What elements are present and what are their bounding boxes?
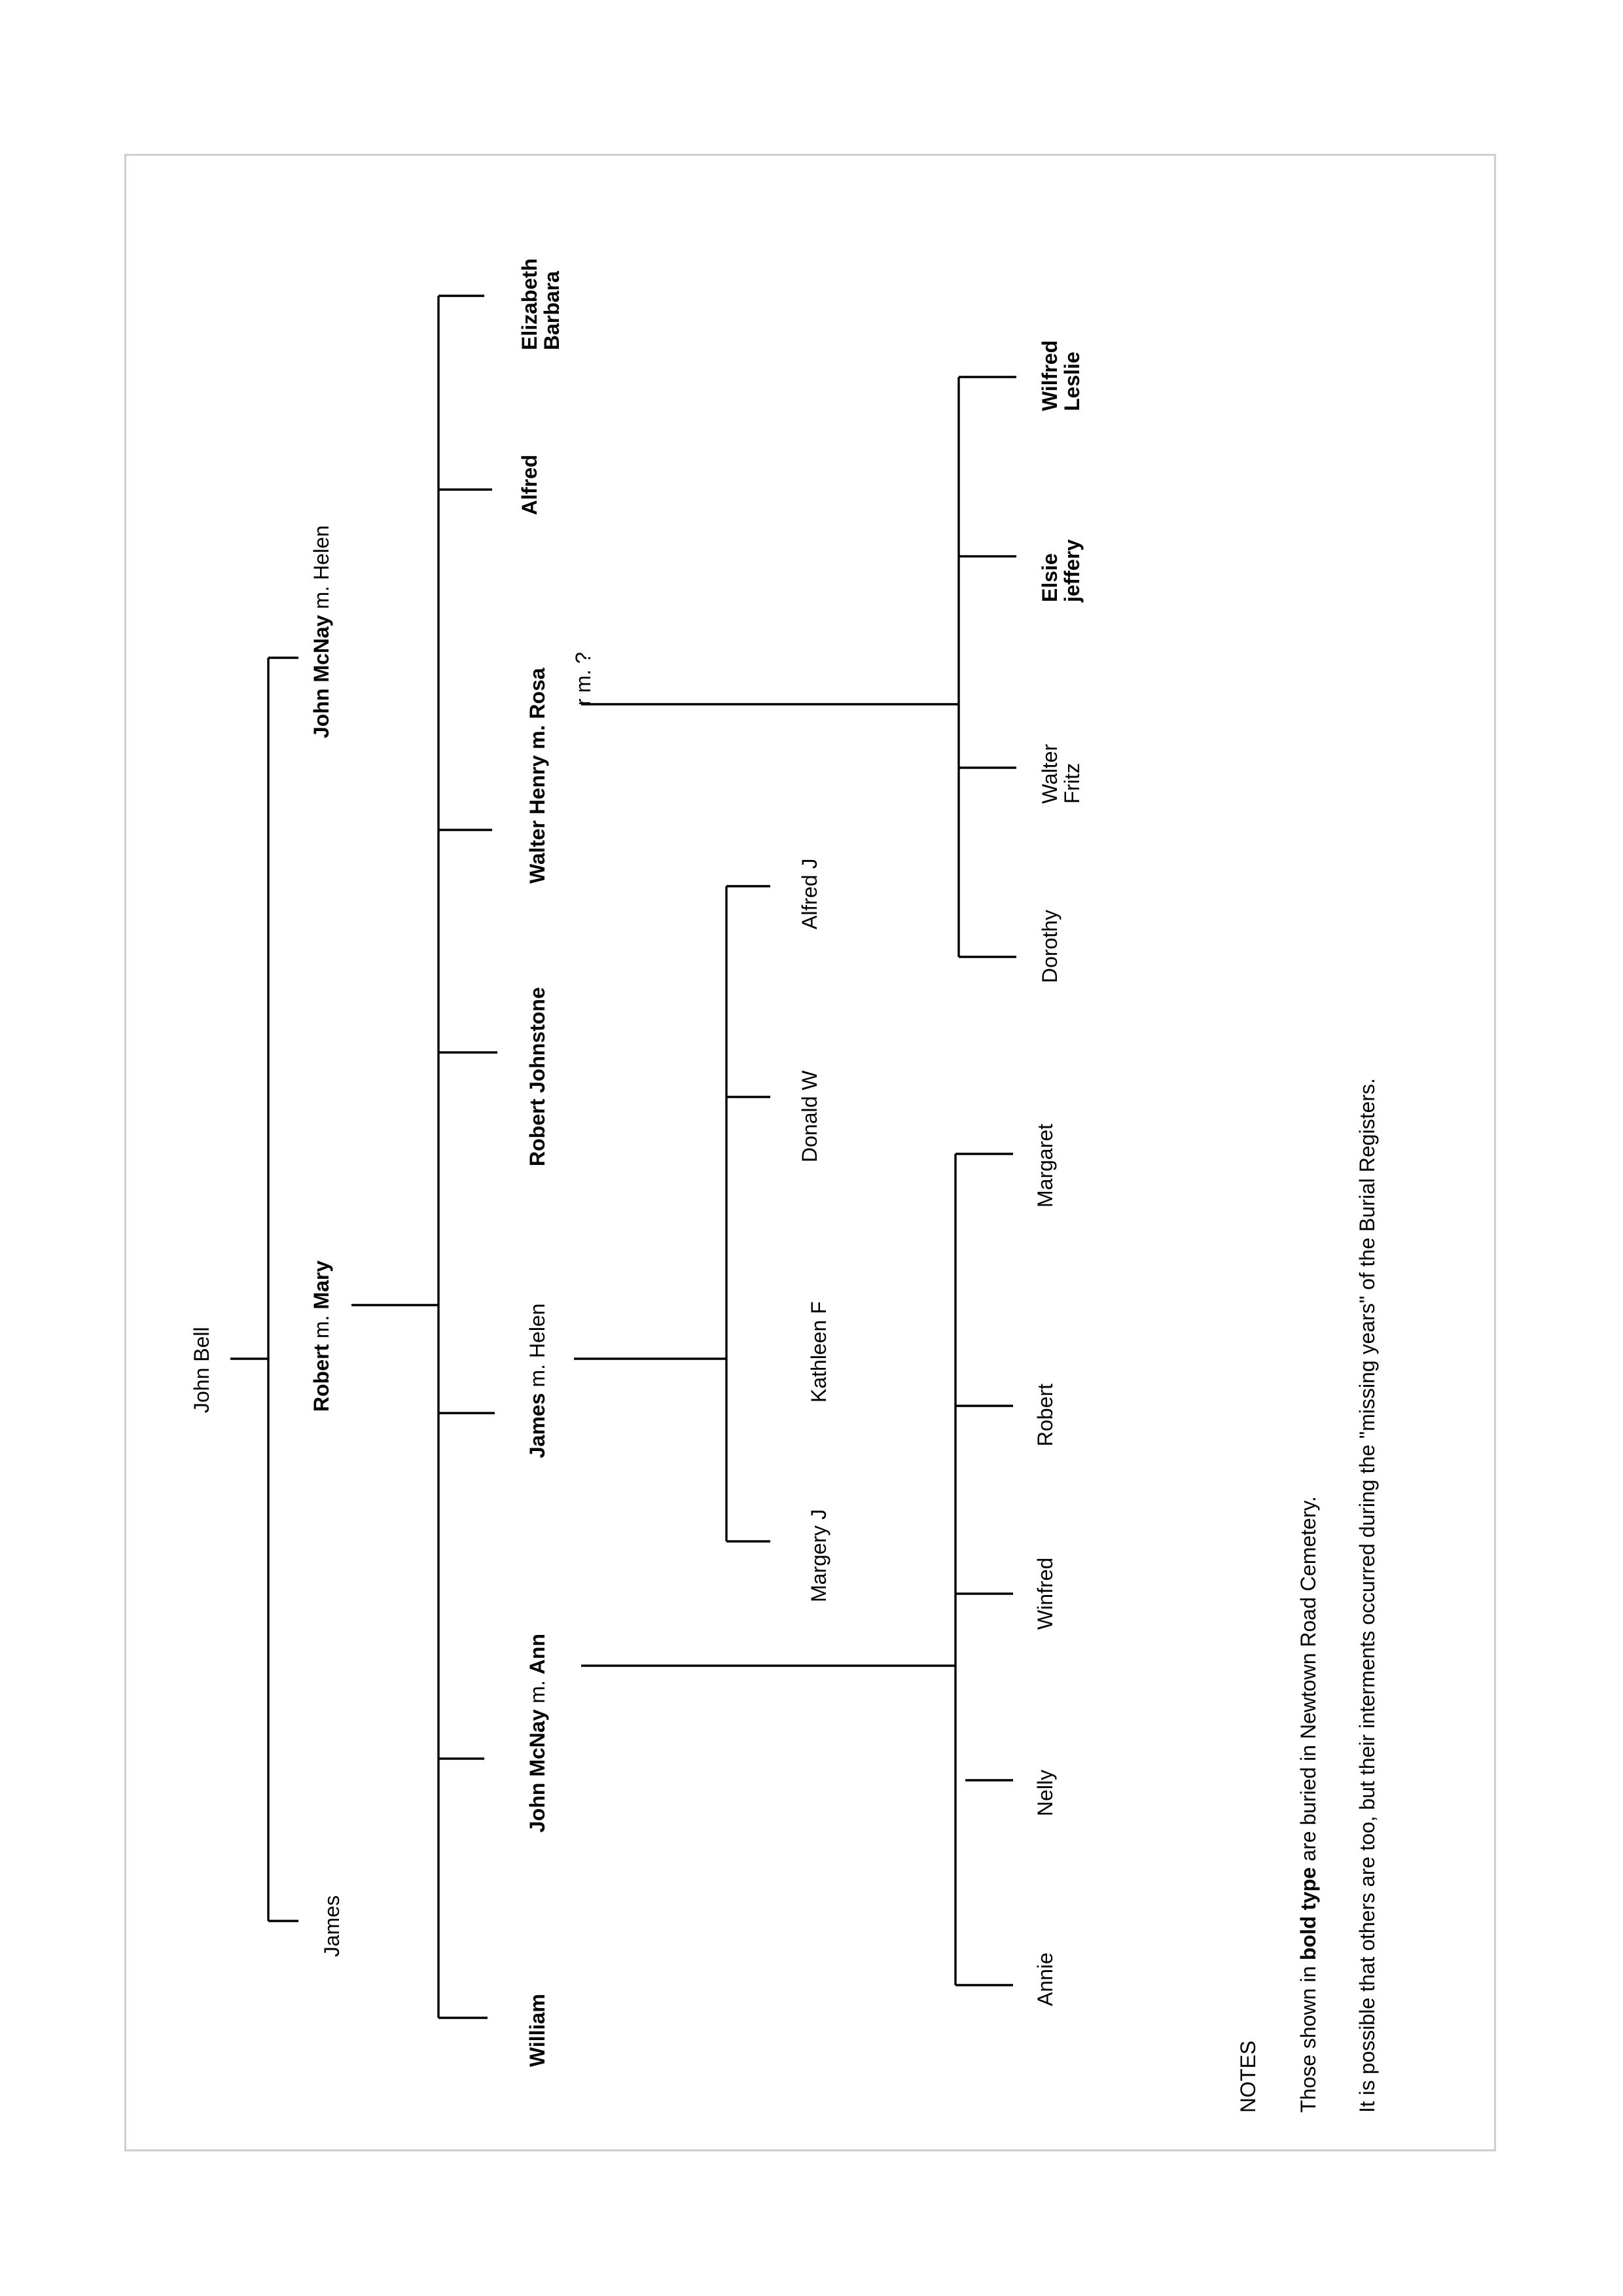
person-kathleen-f: Kathleen F <box>807 1301 830 1403</box>
couple-robert-mary <box>310 1261 333 1412</box>
spouse-name: Helen <box>526 1303 549 1359</box>
person-name: John McNay <box>310 615 333 738</box>
person-alfred: Alfred <box>518 454 541 515</box>
person-william: William <box>526 1994 549 2067</box>
person-walter-fritz <box>1038 738 1084 804</box>
couple-john-mcnay-ann <box>526 1634 549 1833</box>
person-wilfred-leslie <box>1038 334 1084 411</box>
person-dorothy: Dorothy <box>1038 909 1061 983</box>
notes-bold-text: bold type <box>1296 1867 1320 1960</box>
person-name: Robert <box>310 1344 333 1412</box>
second-name: Barbara <box>540 271 563 350</box>
person-alfred-j: Alfred J <box>798 858 821 929</box>
married-marker: m. <box>310 1309 333 1344</box>
married-marker: m. <box>526 719 549 755</box>
person-elizabeth-barbara <box>518 253 563 350</box>
notes-text: Those shown in <box>1296 1960 1320 2113</box>
first-name: Elizabeth <box>518 258 541 350</box>
notes-text: are buried in Newtown Road Cemetery. <box>1296 1496 1320 1867</box>
couple-walter-henry-rosa <box>526 668 549 884</box>
married-marker: m. <box>310 580 333 615</box>
spouse-name: Rosa <box>526 668 549 719</box>
first-name: Wilfred <box>1038 340 1061 411</box>
person-name: Walter Henry <box>526 755 549 884</box>
married-marker: m. <box>526 1674 549 1710</box>
person-donald-w: Donald W <box>798 1070 821 1162</box>
person-robert-johnstone: Robert Johnstone <box>526 987 549 1166</box>
first-name: Elsie <box>1038 553 1061 602</box>
person-winfred: Winfred <box>1033 1557 1057 1630</box>
person-annie: Annie <box>1033 1952 1057 2006</box>
person-nelly: Nelly <box>1033 1769 1057 1816</box>
person-margaret: Margaret <box>1033 1123 1057 1208</box>
spouse-name: Ann <box>526 1633 549 1675</box>
notes-heading: NOTES <box>1236 2040 1260 2113</box>
first-name: Walter <box>1038 744 1061 804</box>
person-robert: Robert <box>1033 1383 1057 1446</box>
second-name: jeffery <box>1060 539 1084 602</box>
spouse-name: Helen <box>310 525 333 581</box>
person-elsie-jeffery <box>1038 539 1084 603</box>
person-john-bell: John Bell <box>190 1327 213 1413</box>
person-name: John McNay <box>526 1709 549 1833</box>
second-name: Leslie <box>1060 351 1084 411</box>
spouse-name: Mary <box>310 1260 333 1310</box>
person-name: James <box>526 1393 549 1458</box>
notes-line-1 <box>1296 1496 1320 2113</box>
person-james: James <box>320 1895 344 1957</box>
connector-lines <box>230 296 1016 2018</box>
walter-henry-note: r m. ? <box>571 652 595 706</box>
couple-james-helen <box>526 1303 549 1458</box>
notes-line-2: It is possible that others are too, but their interments occurred during the "missing years" of the Burial Registers. <box>1355 1078 1379 2113</box>
married-marker: m. <box>526 1358 549 1393</box>
second-name: Fritz <box>1060 762 1084 804</box>
couple-john-mcnay-helen <box>310 526 333 738</box>
person-margery-j: Margery J <box>807 1509 830 1602</box>
